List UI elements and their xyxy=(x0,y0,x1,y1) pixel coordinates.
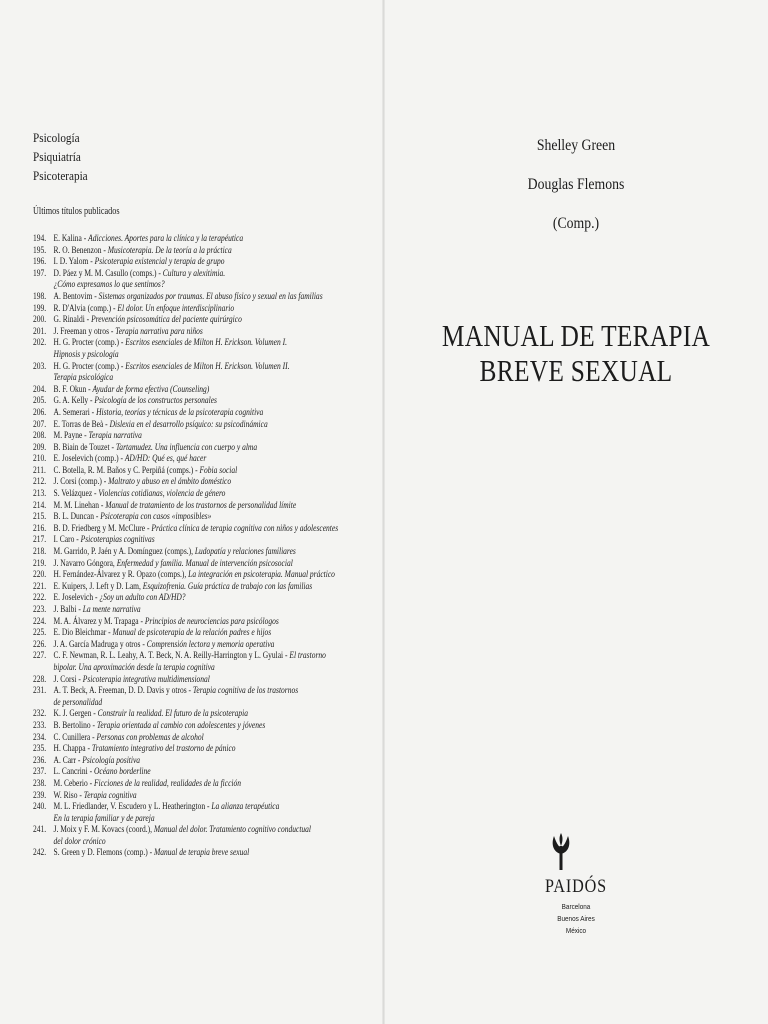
title-continuation: ¿Cómo expresamos lo que sentimos? xyxy=(53,280,165,291)
title-work: ¿Soy un adulto con AD/HD? xyxy=(99,593,186,604)
title-entry xyxy=(54,292,323,304)
title-entry xyxy=(54,582,313,594)
title-author: E. Joselevich (comp.) - xyxy=(53,454,125,465)
title-entry xyxy=(54,408,264,420)
title-number: 221. xyxy=(33,581,47,592)
title-author: D. Páez y M. M. Casullo (comps.) - xyxy=(53,268,163,279)
list-item xyxy=(33,269,317,281)
title-author: M. Ceberio - xyxy=(53,778,94,789)
list-item xyxy=(33,791,317,803)
title-work: Tartamudez. Una influencia con cuerpo y alma xyxy=(115,442,258,453)
title-entry xyxy=(54,767,151,779)
title-author: J. Freeman y otros - xyxy=(53,326,116,337)
title-entry xyxy=(54,709,248,721)
title-number: 222. xyxy=(33,593,47,604)
title-author: I. D. Yalom - xyxy=(53,257,95,268)
title-entry xyxy=(54,779,241,791)
title-number: 203. xyxy=(33,361,47,372)
title-number: 211. xyxy=(33,465,46,476)
title-continuation: Terapia psicológica xyxy=(53,373,114,384)
title-number: 197. xyxy=(33,268,47,279)
title-entry xyxy=(54,675,210,687)
title-entry xyxy=(54,570,335,582)
list-item xyxy=(33,338,317,350)
title-number: 226. xyxy=(33,639,47,650)
title-work: Terapia narrativa xyxy=(88,431,142,442)
list-item xyxy=(33,489,317,501)
title-entry xyxy=(54,246,232,258)
list-item xyxy=(33,733,317,745)
title-entry xyxy=(54,304,235,316)
title-work: Psicología de los constructos personales xyxy=(94,396,217,407)
title-author: C. Botella, R. M. Baños y C. Perpiñá (comps.) - xyxy=(53,465,200,476)
title-work: Dislexia en el desarrollo psíquico: su psicodinámica xyxy=(109,419,268,430)
title-number: 208. xyxy=(33,431,47,442)
title-author: G. A. Kelly - xyxy=(53,396,95,407)
title-author: A. T. Beck, A. Freeman, D. D. Davis y otros - xyxy=(53,686,193,697)
title-number: 207. xyxy=(33,419,47,430)
list-item xyxy=(33,709,317,721)
title-author: M. Garrido, P. Jaén y A. Domínguez (comps.), xyxy=(53,547,195,558)
list-item xyxy=(33,593,317,605)
list-item xyxy=(33,454,317,466)
title-work: Sistemas organizados por traumas. El abuso físico y sexual en las familias xyxy=(98,291,323,302)
list-item xyxy=(33,802,317,814)
list-item xyxy=(33,744,317,756)
title-author: L. Cancrini - xyxy=(53,767,94,778)
title-author: J. Corsi - xyxy=(53,674,83,685)
list-item xyxy=(33,825,317,837)
compiler-note: (Comp.) xyxy=(552,215,600,232)
title-work: Terapia narrativa para niños xyxy=(115,326,203,337)
series-item: Psicología xyxy=(33,130,80,145)
title-work: Psicoterapias cognitivas xyxy=(80,535,155,546)
title-number: 199. xyxy=(33,303,47,314)
title-entry xyxy=(54,802,280,814)
title-author: E. Kuipers, J. Left y D. Lam, xyxy=(53,581,143,592)
list-item xyxy=(33,396,317,408)
title-entry xyxy=(54,686,299,698)
title-work: Escritos esenciales de Milton H. Erickson. Volumen I. xyxy=(125,338,287,349)
title-number: 236. xyxy=(33,755,47,766)
book-title-line: BREVE SEXUAL xyxy=(479,353,673,388)
paidos-logo-icon xyxy=(548,832,574,872)
title-number: 200. xyxy=(33,315,47,326)
title-number: 238. xyxy=(33,778,47,789)
title-work: Ludopatía y relaciones familiares xyxy=(194,547,296,558)
title-work: Océano borderline xyxy=(93,767,151,778)
title-entry xyxy=(54,431,142,443)
title-number: 195. xyxy=(33,245,47,256)
title-work: Prevención psicosomática del paciente quirúrgico xyxy=(91,315,242,326)
list-item xyxy=(33,408,317,420)
list-item xyxy=(33,257,317,269)
title-work: Personas con problemas de alcohol xyxy=(96,732,204,743)
book-title-line: MANUAL DE TERAPIA xyxy=(441,318,711,353)
title-number: 235. xyxy=(33,744,47,755)
list-heading: Últimos títulos publicados xyxy=(33,206,120,217)
title-work: Práctica clínica de terapia cognitiva con niños y adolescentes xyxy=(151,523,339,534)
title-number: 213. xyxy=(33,489,47,500)
title-number: 204. xyxy=(33,384,47,395)
list-item xyxy=(33,570,335,582)
title-author: I. Caro - xyxy=(53,535,81,546)
title-entry xyxy=(54,466,238,478)
title-number: 210. xyxy=(33,454,47,465)
title-work: Manual de terapia breve sexual xyxy=(154,848,250,859)
title-author: M. A. Álvarez y M. Trapaga - xyxy=(53,616,145,627)
title-number: 231. xyxy=(33,686,47,697)
title-author: E. Kalina - xyxy=(53,234,89,244)
title-work: Manual del dolor. Tratamiento cognitivo conductual xyxy=(153,825,312,836)
title-author: C. F. Newman, R. L. Leahy, A. T. Beck, N. A. Reilly-Harrington y L. Gyulai - xyxy=(53,651,290,662)
titles-list xyxy=(33,234,339,860)
title-entry xyxy=(54,362,290,374)
title-author: M. L. Friedlander, V. Escudero y L. Heatherington - xyxy=(53,802,212,813)
series-list xyxy=(33,128,88,185)
title-number: 194. xyxy=(33,234,47,244)
title-author: H. G. Procter (comp.) - xyxy=(53,338,126,349)
book-title xyxy=(419,318,734,388)
publisher-city: México xyxy=(565,926,587,935)
title-number: 212. xyxy=(33,477,47,488)
title-author: H. G. Procter (comp.) - xyxy=(53,361,126,372)
title-author: H. Chappa - xyxy=(53,744,92,755)
title-work: El trastorno xyxy=(289,651,326,662)
title-author: B. Biain de Touzet - xyxy=(53,442,116,453)
list-item xyxy=(33,756,317,768)
title-work: Terapia orientada al cambio con adolescentes y jóvenes xyxy=(96,720,266,731)
author-name: Douglas Flemons xyxy=(527,176,625,193)
title-number: 234. xyxy=(33,732,47,743)
title-author: B. F. Okun - xyxy=(53,384,93,395)
title-work: Psicología positiva xyxy=(82,755,141,766)
title-work: Fobia social xyxy=(199,465,238,476)
title-work: Psicoterapia integrativa multidimensional xyxy=(82,674,210,685)
title-author: K. J. Gergen - xyxy=(53,709,98,720)
title-author: J. Moix y F. M. Kovacs (coord.), xyxy=(53,825,154,836)
title-work: Construir la realidad. El futuro de la psicoterapia xyxy=(97,709,248,720)
title-entry xyxy=(54,477,232,489)
title-entry xyxy=(54,559,293,571)
author-name: Shelley Green xyxy=(536,137,616,154)
title-author: R. O. Benenzon - xyxy=(53,245,108,256)
title-number: 201. xyxy=(33,326,47,337)
title-author: M. Payne - xyxy=(53,431,89,442)
title-number: 214. xyxy=(33,500,47,511)
series-item: Psicoterapia xyxy=(33,168,88,183)
series-item: Psiquiatría xyxy=(33,149,81,164)
title-author: E. Torras de Beà - xyxy=(53,419,110,430)
title-entry xyxy=(54,420,268,432)
title-continuation: del dolor crónico xyxy=(53,836,106,847)
list-item xyxy=(33,291,323,304)
title-author: G. Rinaldi - xyxy=(53,315,92,326)
title-work: Psicoterapia con casos «imposibles» xyxy=(100,512,212,523)
title-entry xyxy=(54,848,250,860)
title-work: Manual de tratamiento de los trastornos de personalidad límite xyxy=(105,500,297,511)
title-author: B. D. Friedberg y M. McClure - xyxy=(53,523,152,534)
publisher-city: Barcelona xyxy=(561,902,591,911)
title-number: 209. xyxy=(33,442,47,453)
title-number: 242. xyxy=(33,848,47,859)
title-entry xyxy=(54,512,212,524)
title-continuation: Hipnosis y psicología xyxy=(53,349,119,360)
list-item xyxy=(33,651,326,663)
title-work: La integración en psicoterapia. Manual práctico xyxy=(188,570,335,581)
title-number: 206. xyxy=(33,407,47,418)
title-author: E. Joselevich - xyxy=(53,593,100,604)
title-work: Escritos esenciales de Milton H. Erickson. Volumen II. xyxy=(125,361,290,372)
list-item xyxy=(33,315,317,327)
title-number: 202. xyxy=(33,338,47,349)
title-entry xyxy=(54,315,242,327)
title-entry xyxy=(54,524,339,536)
title-number: 215. xyxy=(33,512,47,523)
title-work: Cultura y alexitimia. xyxy=(162,268,226,279)
title-author: A. Bentovim - xyxy=(53,291,99,302)
title-work: Tratamiento integrativo del trastorno de pánico xyxy=(91,744,236,755)
title-number: 241. xyxy=(33,825,47,836)
title-entry xyxy=(54,791,137,803)
title-author: J. Balbi - xyxy=(53,605,83,615)
title-continuation: En la terapia familiar y de pareja xyxy=(53,813,155,824)
list-item xyxy=(33,628,317,640)
title-work: Ayudar de forma efectiva (Counseling) xyxy=(92,384,210,395)
list-item xyxy=(33,512,317,524)
title-number: 240. xyxy=(33,802,47,813)
title-number: 224. xyxy=(33,616,47,627)
title-author: S. Velázquez - xyxy=(53,489,99,500)
title-work: Musicoterapia. De la teoría a la práctica xyxy=(107,245,232,256)
title-number: 237. xyxy=(33,767,47,778)
title-work: Manual de psicoterapia de la relación padres e hijos xyxy=(112,628,272,639)
title-number: 225. xyxy=(33,628,47,639)
list-item xyxy=(33,848,317,860)
title-entry xyxy=(54,628,272,640)
title-work: Ficciones de la realidad, realidades de la ficción xyxy=(93,778,241,789)
title-entry xyxy=(54,756,141,768)
list-item xyxy=(33,779,317,791)
list-item xyxy=(33,246,317,258)
title-number: 232. xyxy=(33,709,47,720)
title-entry xyxy=(54,489,226,501)
title-author: J. Corsi (comp.) - xyxy=(53,477,109,488)
title-author: W. Riso - xyxy=(53,790,84,801)
title-number: 233. xyxy=(33,720,47,731)
title-entry xyxy=(54,396,217,408)
title-number: 217. xyxy=(33,535,47,546)
list-item xyxy=(33,431,317,443)
title-entry xyxy=(54,501,297,513)
list-item xyxy=(33,721,317,733)
list-item xyxy=(33,617,317,629)
title-number: 220. xyxy=(33,570,47,581)
title-author: J. Navarro Góngora, xyxy=(53,558,117,569)
title-author: S. Green y D. Flemons (comp.) - xyxy=(53,848,155,859)
title-number: 227. xyxy=(33,651,47,662)
title-work: Adicciones. Aportes para la clínica y la terapéutica xyxy=(88,234,244,244)
title-number: 239. xyxy=(33,790,47,801)
title-work: La mente narrativa xyxy=(82,605,141,615)
title-work: Esquizofrenia. Guía práctica de trabajo con las familias xyxy=(142,581,313,592)
title-work: Historia, teorías y técnicas de la psicoterapia cognitiva xyxy=(96,407,264,418)
title-entry xyxy=(54,593,186,605)
list-item xyxy=(33,640,317,652)
title-number: 218. xyxy=(33,547,47,558)
title-entry xyxy=(54,547,296,559)
title-number: 196. xyxy=(33,257,47,268)
title-number: 198. xyxy=(33,291,47,302)
title-entry xyxy=(54,234,244,246)
title-number: 205. xyxy=(33,396,47,407)
title-author: B. Bertolino - xyxy=(53,720,97,731)
list-item xyxy=(33,605,317,617)
list-item xyxy=(33,327,317,339)
title-author: M. M. Linehan - xyxy=(53,500,106,511)
title-entry xyxy=(54,640,275,652)
title-work: Comprensión lectora y memoria operativa xyxy=(146,639,275,650)
title-entry xyxy=(54,535,155,547)
title-number: 228. xyxy=(33,674,47,685)
list-item xyxy=(33,767,317,779)
title-entry xyxy=(54,269,226,281)
title-entry xyxy=(54,327,203,339)
title-work: Terapia cognitiva de los trastornos xyxy=(192,686,299,697)
title-work: Maltrato y abuso en el ámbito doméstico xyxy=(108,477,232,488)
list-item xyxy=(33,675,317,687)
title-work: El dolor. Un enfoque interdisciplinario xyxy=(117,303,235,314)
title-entry xyxy=(54,825,311,837)
list-item xyxy=(33,559,317,571)
title-work: Principios de neurociencias para psicólogos xyxy=(144,616,279,627)
title-entry xyxy=(54,605,141,617)
list-item xyxy=(33,477,317,489)
list-item xyxy=(33,234,317,246)
title-author: E. Dio Bleichmar - xyxy=(53,628,113,639)
title-entry xyxy=(54,385,210,397)
right-page xyxy=(384,0,768,1024)
list-item xyxy=(33,501,317,513)
title-continuation: bipolar. Una aproximación desde la terapia cognitiva xyxy=(53,662,215,673)
title-work: La alianza terapéutica xyxy=(211,802,280,813)
title-author: B. L. Duncan - xyxy=(53,512,101,523)
title-entry xyxy=(54,744,236,756)
list-item xyxy=(33,686,317,698)
title-entry xyxy=(54,338,287,350)
list-item xyxy=(33,420,317,432)
title-entry xyxy=(54,454,207,466)
list-item xyxy=(33,547,317,559)
title-entry xyxy=(54,257,225,269)
title-work: AD/HD: Qué es, qué hacer xyxy=(124,454,207,465)
title-work: Enfermedad y familia. Manual de intervención psicosocial xyxy=(116,558,293,569)
title-work: Violencias cotidianas, violencia de género xyxy=(98,489,226,500)
title-number: 216. xyxy=(33,523,47,534)
title-entry xyxy=(54,733,204,745)
title-entry xyxy=(54,721,266,733)
list-item xyxy=(33,443,317,455)
title-author: A. Semerari - xyxy=(53,407,97,418)
list-item xyxy=(33,535,317,547)
publisher-city: Buenos Aires xyxy=(557,914,595,923)
title-author: R. D'Alvia (comp.) - xyxy=(53,303,118,314)
list-item xyxy=(33,523,339,536)
title-author: C. Cunillera - xyxy=(53,732,97,743)
title-author: J. A. García Madruga y otros - xyxy=(53,639,147,650)
title-entry xyxy=(54,651,326,663)
list-item xyxy=(33,582,317,594)
list-item xyxy=(33,385,317,397)
title-author: H. Fernández-Álvarez y R. Opazo (comps.), xyxy=(53,570,189,581)
title-work: Psicoterapia existencial y terapia de grupo xyxy=(94,257,225,268)
publisher-name: PAIDÓS xyxy=(545,876,607,897)
list-item xyxy=(33,304,317,316)
title-number: 219. xyxy=(33,558,47,569)
title-entry xyxy=(54,617,279,629)
title-number: 223. xyxy=(33,605,47,615)
title-entry xyxy=(54,443,258,455)
title-work: Terapia cognitiva xyxy=(83,790,137,801)
list-item xyxy=(33,362,317,374)
title-continuation: de personalidad xyxy=(53,697,103,708)
list-item xyxy=(33,466,317,478)
title-author: A. Carr - xyxy=(53,755,83,766)
